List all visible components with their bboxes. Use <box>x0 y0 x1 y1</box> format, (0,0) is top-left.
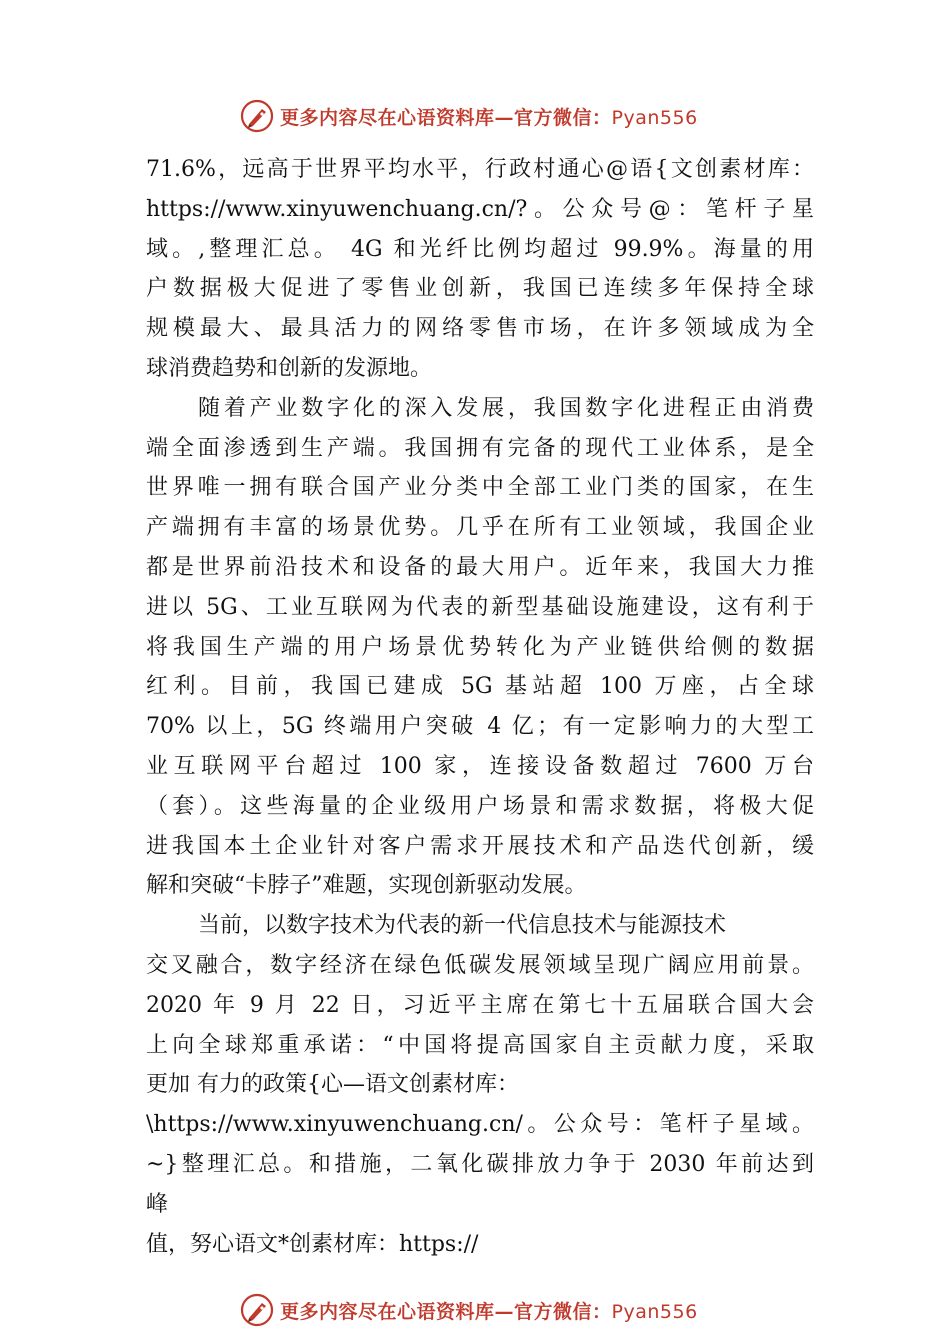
text-line: 解和突破“卡脖子”难题，实现创新驱动发展。 <box>146 873 587 899</box>
text-line: 端全面渗透到生产端。我国拥有完备的现代工业体系，是全 <box>146 435 814 461</box>
text-line: 世界唯一拥有联合国产业分类中全部工业门类的国家，在生 <box>146 475 814 501</box>
text-line: 更加 有力的政策{心—语文创素材库： <box>146 1072 519 1098</box>
banner-handle: Pyan556 <box>611 1300 698 1323</box>
paragraph-start-line: 当前，以数字技术为代表的新一代信息技术与能源技术 <box>198 913 727 939</box>
text-line: ~}整理汇总。和措施，二氧化碳排放力争于 2030 年前达到 <box>146 1151 814 1177</box>
paragraph-start-line: 随着产业数字化的深入发展，我国数字化进程正由消费 <box>198 395 814 421</box>
text-line: 规模最大、最具活力的网络零售市场，在许多领域成为全 <box>146 316 814 342</box>
text-line: 红利。目前，我国已建成 5G 基站超 100 万座，占全球 <box>146 674 814 700</box>
text-line: 70% 以上，5G 终端用户突破 4 亿；有一定影响力的大型工 <box>146 714 814 740</box>
text-line: 进以 5G、工业互联网为代表的新型基础设施建设，这有利于 <box>146 594 814 620</box>
header-banner <box>240 96 760 136</box>
text-line: 都是世界前沿技术和设备的最大用户。近年来，我国大力推 <box>146 554 814 580</box>
text-line: 球消费趋势和创新的发源地。 <box>146 355 433 381</box>
pen-nib-logo-icon <box>240 1293 274 1327</box>
text-line: 业互联网平台超过 100 家，连接设备数超过 7600 万台 <box>146 753 814 779</box>
banner-handle: Pyan556 <box>611 106 698 129</box>
text-line: 交叉融合，数字经济在绿色低碳发展领域呈现广阔应用前景。 <box>146 952 814 978</box>
text-line: 进我国本土企业针对客户需求开展技术和产品迭代创新，缓 <box>146 833 814 859</box>
document-body <box>146 150 814 1264</box>
text-line: 71.6%，远高于世界平均水平，行政村通心@语{文创素材库： <box>146 157 814 182</box>
text-line: 峰 <box>146 1191 169 1217</box>
text-line: 产端拥有丰富的场景优势。几乎在所有工业领域，我国企业 <box>146 515 814 541</box>
text-line: 户数据极大促进了零售业创新，我国已连续多年保持全球 <box>146 276 814 302</box>
pen-nib-logo-icon <box>240 99 274 133</box>
text-line: 值，努心语文*创素材库：https:// <box>146 1231 479 1257</box>
text-line: \https://www.xinyuwenchuang.cn/。公众号：笔杆子星域。 <box>146 1112 814 1138</box>
text-line: 上向全球郑重承诺：“中国将提高国家自主贡献力度，采取 <box>146 1032 814 1058</box>
text-line: 将我国生产端的用户场景优势转化为产业链供给侧的数据 <box>146 634 814 660</box>
text-line: 2020 年 9 月 22 日，习近平主席在第七十五届联合国大会 <box>146 992 814 1018</box>
text-line: https://www.xinyuwenchuang.cn/?。公众号@：笔杆子星 <box>146 196 814 222</box>
text-line: 域。,整理汇总。 4G 和光纤比例均超过 99.9%。海量的用 <box>146 236 814 262</box>
banner-text: 更多内容尽在心语资料库—官方微信：Pyan556 <box>280 1300 698 1323</box>
footer-banner <box>240 1290 760 1330</box>
banner-text: 更多内容尽在心语资料库—官方微信：Pyan556 <box>280 106 698 129</box>
text-line: （套）。这些海量的企业级用户场景和需求数据，将极大促 <box>146 793 814 819</box>
